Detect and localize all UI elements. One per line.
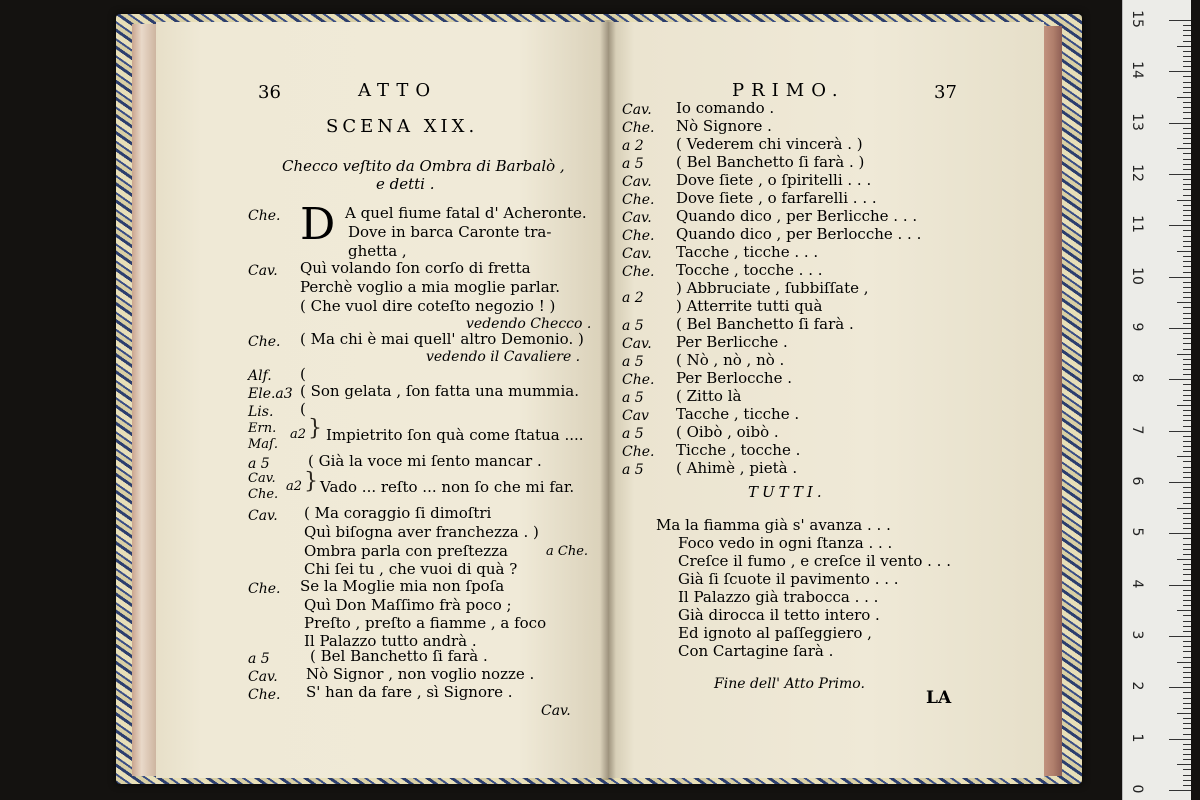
ruler-tick: [1183, 66, 1191, 67]
verse-line: Perchè voglio a mia moglie parlar.: [300, 278, 560, 296]
verse-line: Tacche , ticche . . .: [676, 243, 819, 261]
ruler-number: 8: [1129, 373, 1145, 383]
ruler-tick: [1183, 672, 1191, 673]
ruler-tick: [1169, 174, 1191, 175]
ruler-tick: [1169, 431, 1191, 432]
speaker: Che.: [248, 208, 281, 224]
ruler-tick: [1183, 564, 1191, 565]
ruler-tick: [1183, 338, 1191, 339]
ruler-tick: [1183, 780, 1191, 781]
ruler-tick: [1183, 30, 1191, 31]
ruler-tick: [1183, 641, 1191, 642]
ruler-tick: [1183, 266, 1191, 267]
verse-line: Quando dico , per Berlicche . . .: [676, 207, 918, 225]
verse-line: Quì volando ſon corſo di fretta: [300, 259, 531, 277]
left-page-number: 36: [258, 82, 281, 103]
ruler-tick: [1183, 646, 1191, 647]
ruler-tick: [1169, 533, 1191, 534]
verse-line: A quel fiume fatal d' Acheronte.: [345, 204, 587, 222]
verse-line: ( Ma coraggio ſi dimoſtri: [304, 504, 492, 522]
ruler-tick: [1183, 728, 1191, 729]
speaker: Che.: [622, 192, 655, 208]
verse-line: Per Berlocche .: [676, 369, 793, 387]
ruler-tick: [1183, 56, 1191, 57]
ruler-tick: [1183, 384, 1191, 385]
ruler-tick: [1183, 554, 1191, 555]
verse-line: Ticche , tocche .: [676, 441, 801, 459]
catchword: Cav.: [541, 703, 571, 719]
ruler-tick: [1177, 662, 1191, 663]
ruler-tick: [1183, 615, 1191, 616]
ruler-tick: [1183, 205, 1191, 206]
right-running-head: PRIMO.: [732, 80, 845, 101]
ruler-tick: [1183, 313, 1191, 314]
speaker: Cav: [622, 408, 649, 424]
ruler-tick: [1183, 307, 1191, 308]
ruler-tick: [1183, 775, 1191, 776]
ruler-tick: [1183, 574, 1191, 575]
ruler-number: 4: [1129, 579, 1145, 589]
stage-direction-inline: vedendo Checco .: [466, 316, 592, 332]
speaker: Cav.: [248, 471, 276, 486]
ruler-tick: [1183, 503, 1191, 504]
ruler-tick: [1183, 734, 1191, 735]
speaker: Che.: [622, 228, 655, 244]
speaker: a 5: [622, 318, 644, 334]
measuring-ruler: [1122, 0, 1191, 800]
ruler-tick: [1177, 97, 1191, 98]
verse-line: Il Palazzo tutto andrà .: [304, 632, 477, 650]
ruler-tick: [1183, 41, 1191, 42]
verse-line: ) Atterrite tutti quà: [676, 297, 823, 315]
verse-line: ( Nò , nò , nò .: [676, 351, 785, 369]
ruler-tick: [1183, 282, 1191, 283]
verse-line: Quì Don Maſſimo frà poco ;: [304, 596, 512, 614]
verse-line: ( Già la voce mi ſento mancar .: [308, 452, 542, 470]
ruler-tick: [1177, 200, 1191, 201]
tutti-heading: TUTTI.: [748, 483, 826, 501]
ruler-tick: [1183, 708, 1191, 709]
speaker: Che.: [248, 687, 281, 703]
verse-line: (: [300, 365, 306, 383]
brace-icon: }: [308, 416, 322, 441]
ruler-number: 10: [1129, 266, 1145, 285]
ruler-tick: [1169, 790, 1191, 791]
ruler-tick: [1183, 580, 1191, 581]
ruler-tick: [1183, 128, 1191, 129]
ruler-tick: [1183, 426, 1191, 427]
speaker: a 2: [622, 138, 644, 154]
speaker: Cav.: [622, 210, 652, 226]
ruler-tick: [1183, 236, 1191, 237]
speaker: Cav.: [248, 669, 278, 685]
verse-line: Chi ſei tu , che vuoi di quà ?: [304, 560, 518, 578]
ruler-tick: [1183, 195, 1191, 196]
ruler-tick: [1183, 92, 1191, 93]
ruler-tick: [1169, 277, 1191, 278]
speaker: a 5: [622, 426, 644, 442]
right-page-number: 37: [934, 82, 957, 103]
ruler-tick: [1183, 107, 1191, 108]
ruler-tick: [1183, 272, 1191, 273]
ruler-tick: [1183, 349, 1191, 350]
speaker: Che.: [622, 444, 655, 460]
verse-line: ghetta ,: [348, 242, 407, 260]
verse-line: ( Bel Banchetto ſi farà . ): [676, 153, 865, 171]
ruler-tick: [1183, 718, 1191, 719]
ruler-tick: [1183, 102, 1191, 103]
verse-line: Quando dico , per Berlocche . . .: [676, 225, 922, 243]
stage-direction: Checco veſtito da Ombra di Barbalò ,: [282, 157, 565, 175]
ruler-number: 2: [1129, 681, 1145, 691]
speaker: Che.: [248, 487, 279, 502]
ruler-tick: [1183, 215, 1191, 216]
ruler-tick: [1183, 754, 1191, 755]
verse-line: ( Che vuol dire coteſto negozio ! ): [300, 297, 556, 315]
book-gutter: [600, 20, 616, 780]
left-running-head: ATTO: [358, 80, 438, 101]
ruler-tick: [1183, 169, 1191, 170]
ruler-tick: [1183, 292, 1191, 293]
ruler-tick: [1183, 220, 1191, 221]
ruler-tick: [1183, 241, 1191, 242]
speaker: a 2: [622, 290, 644, 306]
ruler-tick: [1183, 600, 1191, 601]
ruler-tick: [1177, 251, 1191, 252]
ruler-number: 5: [1129, 527, 1145, 537]
ruler-tick: [1183, 189, 1191, 190]
ruler-tick: [1183, 143, 1191, 144]
chorus-line: Il Palazzo già trabocca . . .: [678, 588, 879, 606]
ruler-tick: [1183, 749, 1191, 750]
ruler-tick: [1183, 667, 1191, 668]
ruler-tick: [1183, 441, 1191, 442]
verse-line: Quì biſogna aver franchezza . ): [304, 523, 539, 541]
ruler-tick: [1169, 379, 1191, 380]
ruler-number: 14: [1129, 61, 1145, 80]
verse-line: (: [300, 400, 306, 418]
verse-line: ( Ma chi è mai quell' altro Demonio. ): [300, 330, 584, 348]
ruler-number: 15: [1129, 10, 1145, 28]
ruler-tick: [1183, 677, 1191, 678]
stage-direction-2: e detti .: [376, 175, 435, 193]
ruler-tick: [1183, 744, 1191, 745]
brace-icon: }: [304, 469, 318, 494]
speaker: Cav.: [622, 174, 652, 190]
ruler-tick: [1183, 769, 1191, 770]
ruler-tick: [1183, 210, 1191, 211]
speaker: Cav.: [622, 102, 652, 118]
ruler-tick: [1177, 764, 1191, 765]
ruler-tick: [1183, 35, 1191, 36]
ruler-tick: [1183, 420, 1191, 421]
ruler-tick: [1183, 400, 1191, 401]
ruler-tick: [1183, 723, 1191, 724]
chorus-line: Foco vedo in ogni ſtanza . . .: [678, 534, 893, 552]
ruler-tick: [1177, 302, 1191, 303]
ruler-tick: [1183, 153, 1191, 154]
ruler-tick: [1183, 436, 1191, 437]
speaker: a 5: [622, 390, 644, 406]
ruler-tick: [1183, 785, 1191, 786]
ruler-number: 7: [1129, 425, 1145, 435]
speaker: Che.: [622, 264, 655, 280]
ruler-tick: [1183, 118, 1191, 119]
ruler-tick: [1183, 492, 1191, 493]
ruler-tick: [1183, 523, 1191, 524]
ruler-tick: [1183, 61, 1191, 62]
speaker: a 5: [248, 456, 270, 472]
ruler-tick: [1183, 703, 1191, 704]
ruler-number: 13: [1129, 112, 1145, 131]
catchword: LA: [926, 688, 952, 708]
verse-line: ( Bel Banchetto ſi farà .: [310, 647, 488, 665]
ruler-tick: [1177, 148, 1191, 149]
a2-label: a2: [290, 427, 307, 442]
end-of-act-note: Fine dell' Atto Primo.: [714, 676, 865, 692]
verse-line: Impietrito ſon quà come ſtatua ....: [326, 426, 584, 444]
ruler-number: 12: [1129, 164, 1145, 182]
verse-line: Dove in barca Caronte tra-: [348, 223, 552, 241]
ruler-tick: [1183, 369, 1191, 370]
ruler-tick: [1169, 687, 1191, 688]
ruler-tick: [1183, 657, 1191, 658]
ruler-tick: [1183, 287, 1191, 288]
speaker: Che.: [622, 120, 655, 136]
verse-line: Preſto , preſto a fiamme , a foco: [304, 614, 547, 632]
ruler-tick: [1183, 651, 1191, 652]
ruler-tick: [1183, 76, 1191, 77]
ruler-tick: [1183, 179, 1191, 180]
speaker: Cav.: [622, 336, 652, 352]
chorus-line: Già ſi ſcuote il pavimento . . .: [678, 570, 899, 588]
ruler-tick: [1169, 123, 1191, 124]
ruler-tick: [1183, 159, 1191, 160]
ruler-tick: [1183, 487, 1191, 488]
ruler-tick: [1183, 626, 1191, 627]
ruler-number: 1: [1129, 733, 1145, 743]
speaker: Ern.: [248, 421, 277, 436]
ruler-tick: [1183, 51, 1191, 52]
ruler-tick: [1183, 261, 1191, 262]
verse-line: Se la Moglie mia non ſpoſa: [300, 577, 505, 595]
verse-line: Ombra parla con preſtezza: [304, 542, 508, 560]
speaker: Alf.: [248, 368, 272, 384]
ruler-tick: [1183, 538, 1191, 539]
speaker: Che.: [622, 372, 655, 388]
ruler-tick: [1183, 528, 1191, 529]
verse-line: ( Oibò , oibò .: [676, 423, 779, 441]
speaker: a 5: [622, 156, 644, 172]
ruler-tick: [1183, 343, 1191, 344]
speaker: Cav.: [622, 246, 652, 262]
speaker: Cav.: [248, 508, 278, 524]
verse-line: ( Ahimè , pietà .: [676, 459, 798, 477]
ruler-tick: [1169, 225, 1191, 226]
chorus-line: Creſce il fumo , e creſce il vento . . .: [678, 552, 951, 570]
verse-line: ( Vederem chi vincerà . ): [676, 135, 863, 153]
ruler-tick: [1183, 297, 1191, 298]
speaker: Che.: [248, 581, 281, 597]
scene-title: SCENA XIX.: [326, 116, 479, 137]
ruler-tick: [1183, 682, 1191, 683]
ruler-tick: [1169, 20, 1191, 21]
ruler-tick: [1183, 246, 1191, 247]
chorus-line: Ma la fiamma già s' avanza . . .: [656, 516, 891, 534]
ruler-tick: [1169, 328, 1191, 329]
ruler-tick: [1183, 415, 1191, 416]
verse-line: ( Zitto là: [676, 387, 742, 405]
speaker: Che.: [248, 334, 281, 350]
drop-capital: D: [300, 199, 336, 250]
ruler-number: 9: [1129, 322, 1145, 332]
ruler-tick: [1169, 739, 1191, 740]
ruler-tick: [1183, 390, 1191, 391]
ruler-tick: [1183, 467, 1191, 468]
verse-line: Nò Signore .: [676, 117, 772, 135]
ruler-tick: [1183, 25, 1191, 26]
ruler-tick: [1177, 610, 1191, 611]
ruler-number: 11: [1129, 215, 1145, 234]
ruler-tick: [1183, 692, 1191, 693]
ruler-tick: [1183, 164, 1191, 165]
verse-line: Nò Signor , non voglio nozze .: [306, 665, 535, 683]
ruler-number: 6: [1129, 476, 1145, 486]
ruler-tick: [1183, 590, 1191, 591]
ruler-tick: [1183, 318, 1191, 319]
ruler-tick: [1169, 482, 1191, 483]
stage-direction-inline: vedendo il Cavaliere .: [426, 349, 581, 365]
chorus-line: Già dirocca il tetto intero .: [678, 606, 880, 624]
ruler-number: 3: [1129, 630, 1145, 640]
ruler-tick: [1169, 585, 1191, 586]
verse-line: Tocche , tocche . . .: [676, 261, 823, 279]
stage-direction-inline: a Che.: [546, 544, 589, 559]
ruler-tick: [1183, 446, 1191, 447]
verse-line: Io comando .: [676, 99, 775, 117]
ruler-tick: [1183, 549, 1191, 550]
ruler-tick: [1169, 636, 1191, 637]
ruler-tick: [1169, 71, 1191, 72]
ruler-tick: [1183, 138, 1191, 139]
ruler-tick: [1183, 112, 1191, 113]
ruler-tick: [1183, 374, 1191, 375]
ruler-tick: [1177, 46, 1191, 47]
ruler-tick: [1183, 569, 1191, 570]
ruler-tick: [1183, 472, 1191, 473]
ruler-tick: [1177, 559, 1191, 560]
ruler-tick: [1177, 405, 1191, 406]
ruler-tick: [1183, 230, 1191, 231]
speaker: a 5: [622, 354, 644, 370]
ruler-tick: [1177, 354, 1191, 355]
ruler-tick: [1177, 508, 1191, 509]
verse-line: Vado ... reſto ... non ſo che mi far.: [320, 478, 575, 496]
ruler-tick: [1183, 461, 1191, 462]
chorus-line: Ed ignoto al paſſeggiero ,: [678, 624, 872, 642]
speaker: Cav.: [248, 263, 278, 279]
ruler-tick: [1183, 621, 1191, 622]
verse-line: Dove ſiete , o ſpiritelli . . .: [676, 171, 872, 189]
speaker: a 5: [248, 651, 270, 667]
ruler-tick: [1183, 544, 1191, 545]
speaker: Maſ.: [248, 437, 279, 452]
ruler-tick: [1183, 133, 1191, 134]
verse-line: Tacche , ticche .: [676, 405, 800, 423]
verse-line: Per Berlicche .: [676, 333, 788, 351]
ruler-tick: [1183, 698, 1191, 699]
ruler-tick: [1177, 456, 1191, 457]
verse-line: ( Son gelata , ſon fatta una mummia.: [300, 382, 579, 400]
ruler-tick: [1183, 87, 1191, 88]
a2-label: a2: [286, 479, 303, 494]
speaker: Lis.: [248, 404, 274, 420]
ruler-tick: [1183, 256, 1191, 257]
chorus-line: Con Cartagine ſarà .: [678, 642, 834, 660]
ruler-tick: [1183, 477, 1191, 478]
verse-line: S' han da fare , sì Signore .: [306, 683, 513, 701]
ruler-tick: [1183, 513, 1191, 514]
speaker: Ele.a3: [248, 386, 293, 402]
ruler-tick: [1183, 359, 1191, 360]
ruler-tick: [1183, 410, 1191, 411]
ruler-tick: [1183, 395, 1191, 396]
ruler-number: 0: [1129, 784, 1145, 794]
ruler-tick: [1183, 184, 1191, 185]
verse-line: Dove ſiete , o farfarelli . . .: [676, 189, 877, 207]
page-edge-left: [132, 24, 156, 776]
speaker: a 5: [622, 462, 644, 478]
ruler-tick: [1183, 333, 1191, 334]
ruler-tick: [1183, 759, 1191, 760]
ruler-tick: [1183, 451, 1191, 452]
ruler-tick: [1183, 595, 1191, 596]
ruler-tick: [1183, 518, 1191, 519]
verse-line: ) Abbruciate , ſubbiſſate ,: [676, 279, 869, 297]
ruler-tick: [1183, 82, 1191, 83]
ruler-tick: [1183, 323, 1191, 324]
ruler-tick: [1177, 713, 1191, 714]
ruler-tick: [1183, 497, 1191, 498]
ruler-tick: [1183, 631, 1191, 632]
verse-line: ( Bel Banchetto ſi farà .: [676, 315, 854, 333]
ruler-tick: [1183, 364, 1191, 365]
ruler-tick: [1183, 605, 1191, 606]
